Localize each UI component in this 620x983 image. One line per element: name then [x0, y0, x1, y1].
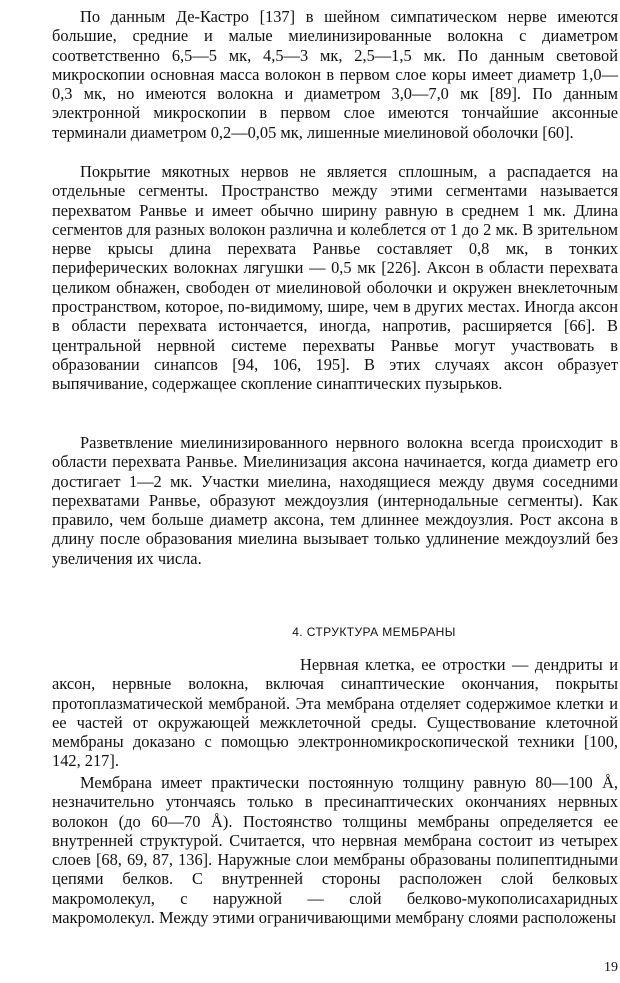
section-heading: 4. СТРУКТУРА МЕМБРАНЫ — [292, 625, 456, 639]
paragraph-2: Покрытие мякотных нервов не является сплошным, а распадается на отдельные сегменты. Пространство между этими сегментами называется перехватом Ранвье и имеет обычно ширину равную в среднем 1 мк. Длина сегментов для разных волокон различна и колеблется от 1 до 2 мк. В зрительном нерве крысы длина перехвата Ранвье составляет 0,8 мк, в тонких периферических волокнах лягушки — 0,5 мк [226]. Аксон в области перехвата целиком обнажен, свободен от миелиновой оболочки и окружен внеклеточным пространством, которое, по-видимому, шире, чем в других местах. Иногда аксон в области перехвата истончается, иногда, напротив, расширяется [66]. В центральной нервной системе перехваты Ранвье могут участвовать в образовании синапсов [94, 106, 195]. В этих случаях аксон образует выпячивание, содержащее скопление синаптических пузырьков. — [52, 162, 618, 394]
paragraph-3: Разветвление миелинизированного нервного волокна всегда происходит в области перехвата Ранвье. Миелинизация аксона начинается, когда диаметр его достигает 1—2 мк. Участки миелина, находящиеся между двумя соседними перехватами Ранвье, образуют междоузлия (интернодальные сегменты). Как правило, чем больше диаметр аксона, тем длиннее междоузлия. Рост аксона в длину после образования миелина вызывает только удлинение междоузлий без увеличения их числа. — [52, 433, 618, 568]
section-lead-paragraph: Нервная клетка, ее отростки — дендриты и аксон, нервные волокна, включая синаптические окончания, покрыты протоплазматической мембраной. Эта мембрана отделяет содержимое клетки и ее частей от окружающей межклеточной среды. Существование клеточной мембраны доказано с помощью электронномикроскопической техники [100, 142, 217]. — [52, 655, 618, 771]
paragraph-1: По данным Де-Кастро [137] в шейном симпатическом нерве имеются большие, средние и малые миелинизированные волокна с диаметром соответственно 6,5—5 мк, 4,5—3 мк, 2,5—1,5 мк. По данным световой микроскопии основная масса волокон в первом слое коры имеет диаметр 1,0—0,3 мк, но имеются волокна и диаметром 3,0—7,0 мк [89]. По данным электронной микроскопии в первом слое имеются тончайшие аксонные терминали диаметром 0,2—0,05 мк, лишенные миелиновой оболочки [60]. — [52, 7, 618, 142]
page-number: 19 — [604, 960, 618, 975]
paragraph-membrane: Мембрана имеет практически постоянную толщину равную 80—100 Å, незначительно утончаясь только в пресинаптических окончаниях нервных волокон (до 60—70 Å). Постоянство толщины мембраны определяется ее внутренней структурой. Считается, что нервная мембрана состоит из четырех слоев [68, 69, 87, 136]. Наружные слои мембраны образованы полипептидными цепями белков. С внутренней стороны расположен слой белковых макромолекул, с наружной — слой белково-мукополисахаридных макромолекул. Между этими ограничивающими мембрану слоями расположены — [52, 773, 618, 928]
